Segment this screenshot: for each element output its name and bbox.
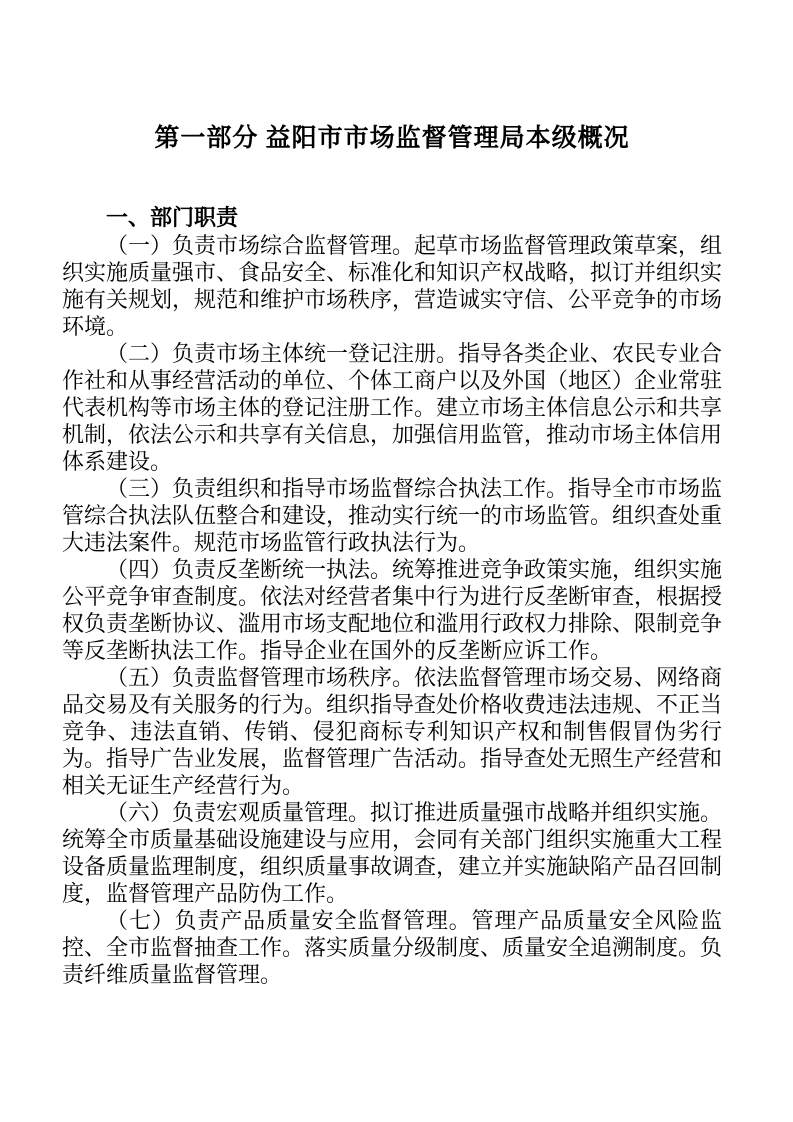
duty-paragraph-5: （五）负责监督管理市场秩序。依法监督管理市场交易、网络商品交易及有关服务的行为。组织指导查处价格收费违法违规、不正当竞争、违法直销、传销、侵犯商标专利知识产权和制售假冒伪劣行为。指导广告业发展，监督管理广告活动。指导查处无照生产经营和相关无证生产经营行为。: [62, 665, 723, 798]
duty-paragraph-3: （三）负责组织和指导市场监督综合执法工作。指导全市市场监管综合执法队伍整合和建设，推动实行统一的市场监管。组织查处重大违法案件。规范市场监管行政执法行为。: [62, 476, 723, 555]
duty-paragraph-2: （二）负责市场主体统一登记注册。指导各类企业、农民专业合作社和从事经营活动的单位、个体工商户以及外国（地区）企业常驻代表机构等市场主体的登记注册工作。建立市场主体信息公示和共享机制，依法公示和共享有关信息，加强信用监管，推动市场主体信用体系建设。: [62, 341, 723, 474]
section-heading-duties: 一、部门职责: [106, 205, 239, 230]
duty-paragraph-1: （一）负责市场综合监督管理。起草市场监督管理政策草案，组织实施质量强市、食品安全、标准化和知识产权战略，拟订并组织实施有关规划，规范和维护市场秩序，营造诚实守信、公平竞争的市场环境。: [62, 233, 723, 339]
document-title: 第一部分 益阳市市场监督管理局本级概况: [154, 125, 630, 152]
duty-paragraph-6: （六）负责宏观质量管理。拟订推进质量强市战略并组织实施。统筹全市质量基础设施建设与应用，会同有关部门组织实施重大工程设备质量监理制度，组织质量事故调查，建立并实施缺陷产品召回制度，监督管理产品防伪工作。: [62, 800, 723, 906]
duty-paragraph-7: （七）负责产品质量安全监督管理。管理产品质量安全风险监控、全市监督抽查工作。落实质量分级制度、质量安全追溯制度。负责纤维质量监督管理。: [62, 908, 723, 987]
duty-paragraph-4: （四）负责反垄断统一执法。统筹推进竞争政策实施，组织实施公平竞争审查制度。依法对经营者集中行为进行反垄断审查，根据授权负责垄断协议、滥用市场支配地位和滥用行政权力排除、限制竞争等反垄断执法工作。指导企业在国外的反垄断应诉工作。: [62, 557, 723, 663]
